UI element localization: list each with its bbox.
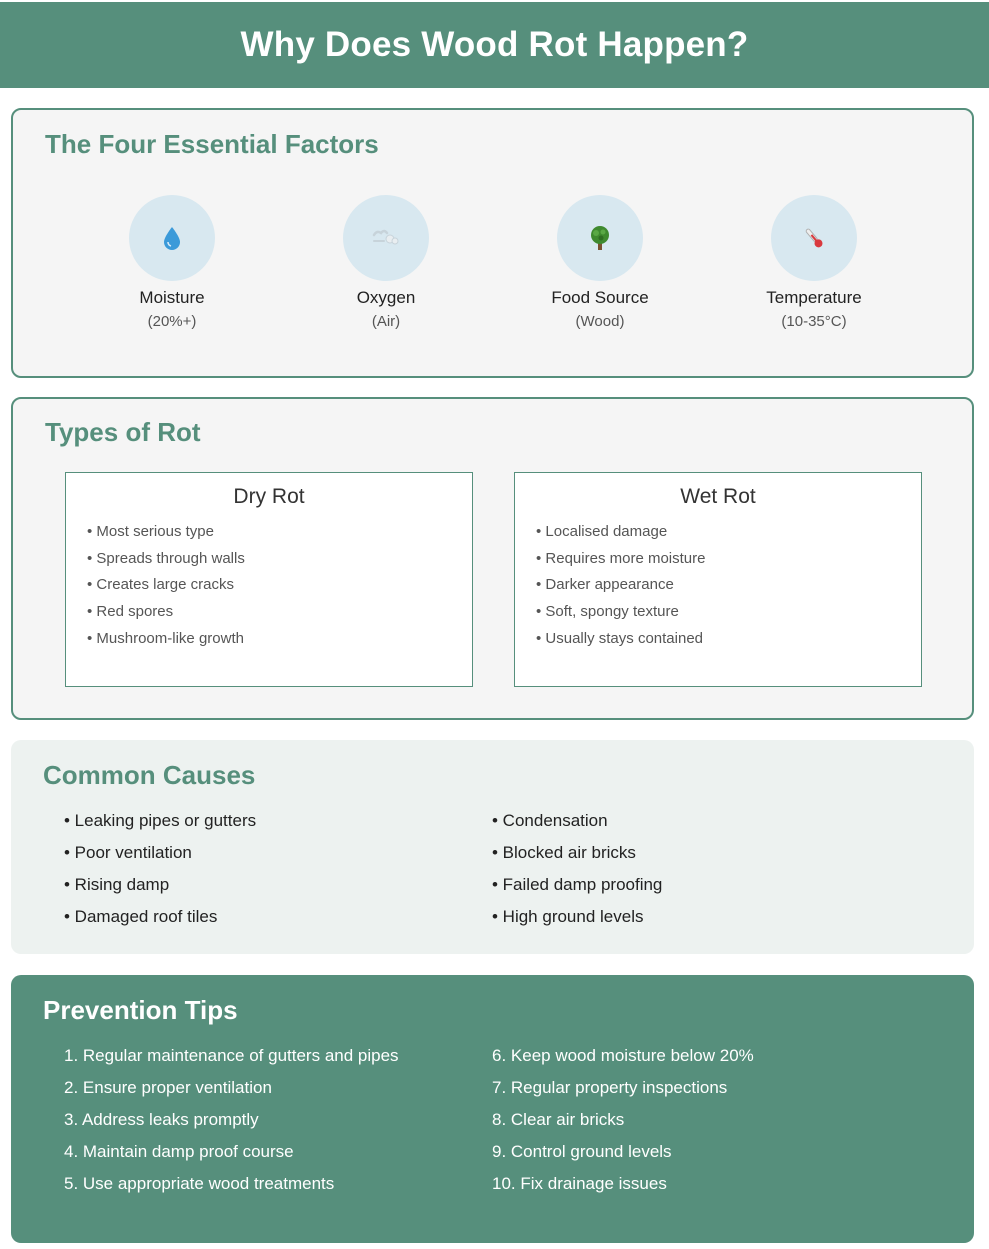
list-item: • Creates large cracks: [87, 576, 234, 594]
list-item: • Darker appearance: [536, 576, 674, 594]
prevention-title: Prevention Tips: [43, 995, 238, 1025]
causes-title: Common Causes: [43, 760, 256, 790]
factor-circle: [343, 195, 429, 281]
list-item: • Leaking pipes or gutters: [64, 811, 257, 830]
list-item: • Localised damage: [536, 523, 668, 540]
list-item: 9. Control ground levels: [492, 1142, 672, 1161]
prevention-section: [11, 975, 974, 1243]
wet-rot-card: [514, 472, 922, 687]
factor-oxygen: [286, 195, 486, 330]
list-item: 10. Fix drainage issues: [492, 1174, 667, 1193]
factor-detail: (10-35°C): [781, 313, 847, 330]
list-item: • High ground levels: [492, 907, 644, 926]
factor-name: Oxygen: [356, 288, 416, 307]
wet-rot-list: [515, 519, 921, 653]
factor-temperature: [714, 195, 914, 330]
factor-circle: [557, 195, 643, 281]
list-item: • Most serious type: [87, 523, 214, 540]
factor-name: Food Source: [551, 288, 649, 307]
list-item: 7. Regular property inspections: [492, 1078, 728, 1097]
types-title: Types of Rot: [45, 417, 201, 447]
factor-detail: (Wood): [575, 313, 625, 330]
list-item: • Damaged roof tiles: [64, 907, 218, 926]
list-item: • Blocked air bricks: [492, 843, 636, 862]
list-item: 4. Maintain damp proof course: [64, 1142, 294, 1161]
list-item: 8. Clear air bricks: [492, 1110, 625, 1129]
dry-rot-list: [66, 519, 472, 653]
factor-circle: [129, 195, 215, 281]
list-item: 5. Use appropriate wood treatments: [64, 1174, 335, 1193]
list-item: 1. Regular maintenance of gutters and pipes: [64, 1046, 399, 1065]
page-header: [0, 2, 989, 88]
list-item: 2. Ensure proper ventilation: [64, 1078, 272, 1097]
causes-section: [11, 740, 974, 954]
prevention-right-column: [492, 1040, 754, 1200]
factor-detail: (Air): [371, 313, 401, 330]
droplet-icon: [161, 225, 183, 251]
list-item: • Failed damp proofing: [492, 875, 663, 894]
list-item: • Spreads through walls: [87, 549, 245, 567]
tree-icon: [587, 224, 613, 252]
dry-rot-title: Dry Rot: [233, 485, 305, 508]
factors-section: [11, 108, 974, 378]
factor-detail: (20%+): [147, 313, 197, 330]
factor-food-source: [500, 195, 700, 330]
prevention-left-column: [64, 1040, 399, 1200]
dry-rot-card: [65, 472, 473, 687]
thermometer-icon: [801, 225, 827, 251]
wind-icon: [371, 227, 401, 249]
causes-left-column: [64, 805, 256, 933]
list-item: 3. Address leaks promptly: [64, 1110, 259, 1129]
factors-title: The Four Essential Factors: [45, 129, 379, 159]
list-item: • Mushroom-like growth: [87, 629, 244, 647]
list-item: • Poor ventilation: [64, 843, 192, 862]
causes-right-column: [492, 805, 662, 933]
list-item: • Rising damp: [64, 875, 170, 894]
factor-name: Temperature: [766, 288, 862, 307]
list-item: • Soft, spongy texture: [536, 603, 679, 621]
list-item: • Red spores: [87, 603, 174, 621]
list-item: • Requires more moisture: [536, 549, 706, 567]
factor-name: Moisture: [139, 288, 205, 307]
list-item: • Condensation: [492, 811, 608, 830]
list-item: 6. Keep wood moisture below 20%: [492, 1046, 754, 1065]
list-item: • Usually stays contained: [536, 629, 703, 647]
wet-rot-title: Wet Rot: [680, 485, 756, 508]
types-section: [11, 397, 974, 720]
factor-circle: [771, 195, 857, 281]
page-title: Why Does Wood Rot Happen?: [240, 25, 749, 64]
factor-moisture: [72, 195, 272, 330]
